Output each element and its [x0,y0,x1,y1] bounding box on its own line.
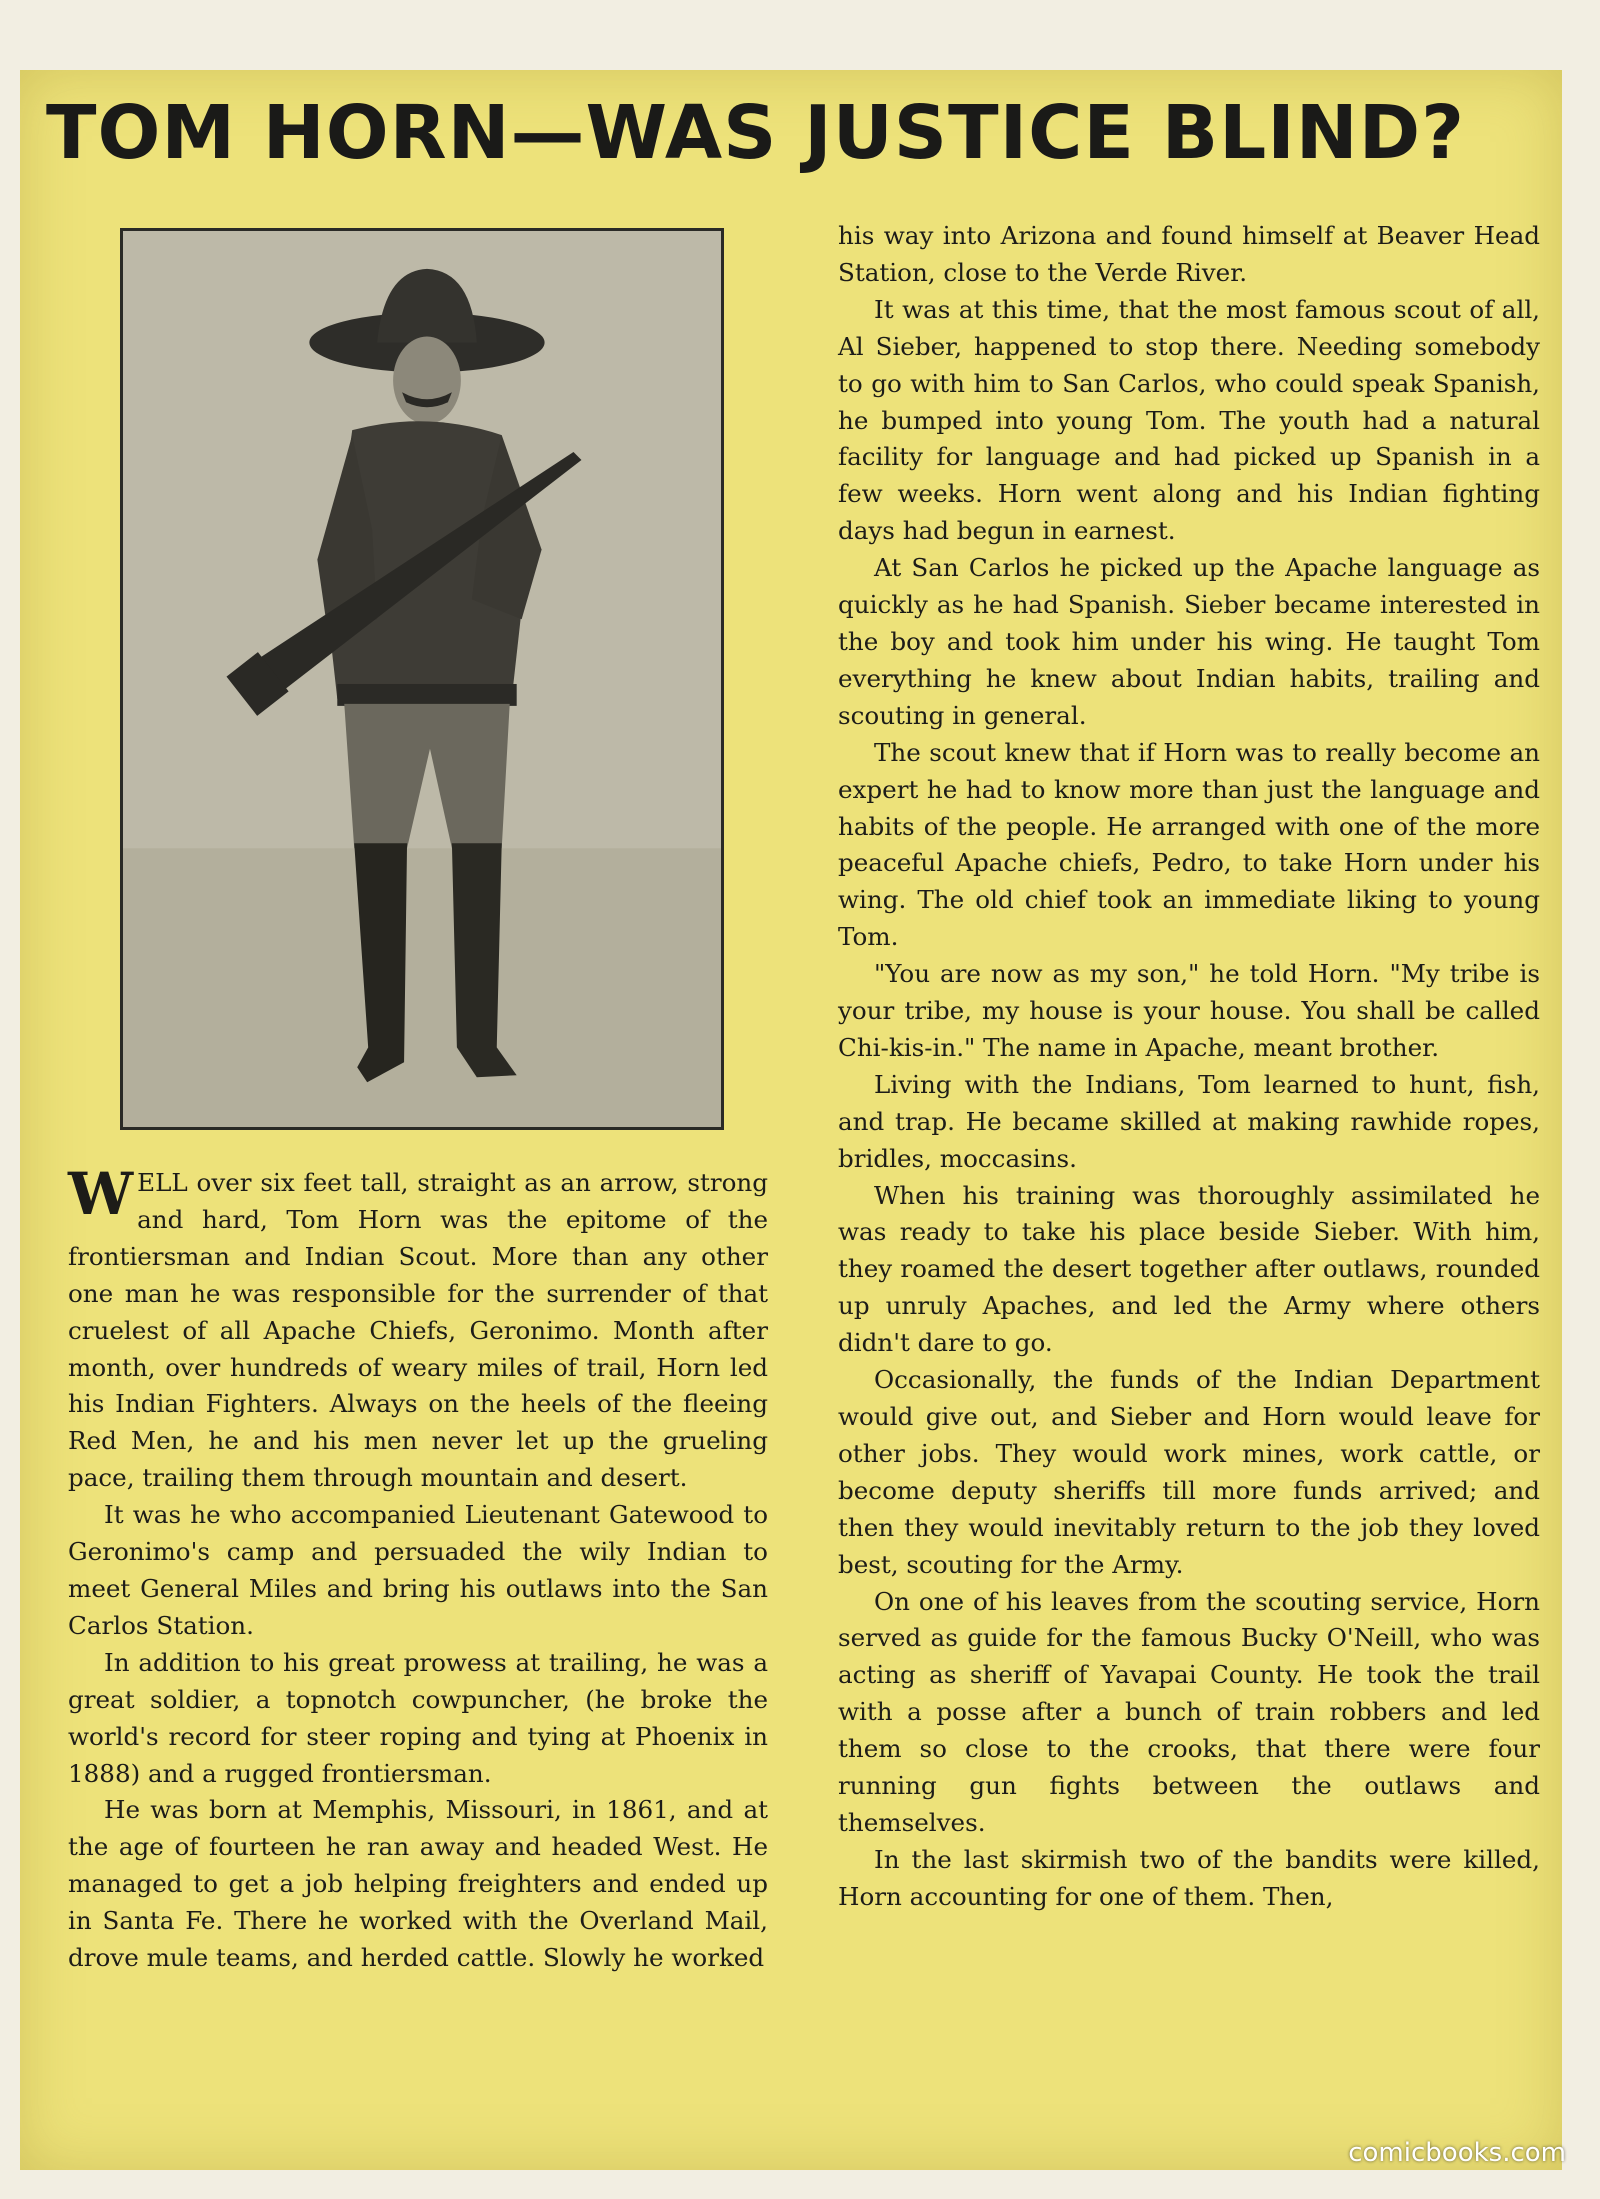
article-paragraph: When his training was thoroughly assimilated he was ready to take his place beside Sieber. With him, they roamed the desert together after outlaws, rounded up unruly Apaches, and led the Army where others didn't dare to go. [838,1180,1540,1358]
cowboy-portrait-icon [123,231,721,1127]
article-paragraph: Living with the Indians, Tom learned to hunt, fish, and trap. He became skilled at making rawhide ropes, bridles, moccasins. [838,1069,1540,1173]
article-paragraph: At San Carlos he picked up the Apache language as quickly as he had Spanish. Sieber became interested in the boy and took him under his wing. He taught Tom everything he knew about Indian habits, trailing and scouting in general. [838,553,1540,730]
article-paragraph: It was he who accompanied Lieutenant Gatewood to Geronimo's camp and persuaded the wily Indian to meet General Miles and bring his outlaws into the San Carlos Station. [68,1500,768,1640]
article-paragraph: In addition to his great prowess at trailing, he was a great soldier, a topnotch cowpuncher, (he broke the world's record for steer roping and tying at Phoenix in 1888) and a rugged frontiersman. [68,1647,768,1788]
article-paragraph: Occasionally, the funds of the Indian Department would give out, and Sieber and Horn would leave for other jobs. They would work mines, work cattle, or become deputy sheriffs till more funds arrived; and then they would inevitably return to the job they loved best, scouting for the Army. [838,1365,1540,1579]
left-column [68,1160,768,1977]
article-paragraph: "You are now as my son," he told Horn. "My tribe is your tribe, my house is your house. You shall be called Chi-kis-in." The name in Apache, meant brother. [838,959,1540,1062]
article-paragraph: It was at this time, that the most famous scout of all, Al Sieber, happened to stop there. Needing somebody to go with him to San Carlos, who could speak Spanish, he bumped into young Tom. The youth had a natural facility for language and had picked up Spanish in a few weeks. Horn went along and his Indian fighting days had begun in earnest. [838,294,1540,546]
article-paragraph: He was born at Memphis, Missouri, in 1861, and at the age of fourteen he ran away and headed West. He managed to get a job helping freighters and ended up in Santa Fe. There he worked with the Overland Mail, drove mule teams, and herded cattle. Slowly he worked [68,1795,768,1973]
page-title: TOM HORN—WAS JUSTICE BLIND? [46,90,1466,176]
portrait-photo [120,228,724,1130]
article-paragraph: WELL over six feet tall, straight as an arrow, strong and hard, Tom Horn was the epitome of the frontiersman and Indian Scout. More than any other one man he was responsible for the surrender of that cruelest of all Apache Chiefs, Geronimo. Month after month, over hundreds of weary miles of trail, Horn led his Indian Fighters. Always on the heels of the fleeing Red Men, he and his men never let up the grueling pace, trailing them through mountain and desert. [68,1160,768,1493]
article-paragraph: In the last skirmish two of the bandits were killed, Horn accounting for one of them. Then, [838,1844,1540,1911]
right-column [838,218,1540,1916]
article-paragraph-continued: his way into Arizona and found himself at Beaver Head Station, close to the Verde River. [838,221,1540,287]
article-paragraph: The scout knew that if Horn was to really become an expert he had to know more than just the language and habits of the people. He arranged with one of the more peaceful Apache chiefs, Pedro, to take Horn under his wing. The old chief took an immediate liking to young Tom. [838,737,1540,952]
drop-cap: W [68,1160,134,1228]
article-paragraph: On one of his leaves from the scouting service, Horn served as guide for the famous Bucky O'Neill, who was acting as sheriff of Yavapai County. He took the trail with a posse after a bunch of train robbers and led them so close to the crooks, that there were four running gun fights between the outlaws and themselves. [838,1586,1540,1837]
site-watermark: comicbooks.com [1348,2138,1566,2168]
